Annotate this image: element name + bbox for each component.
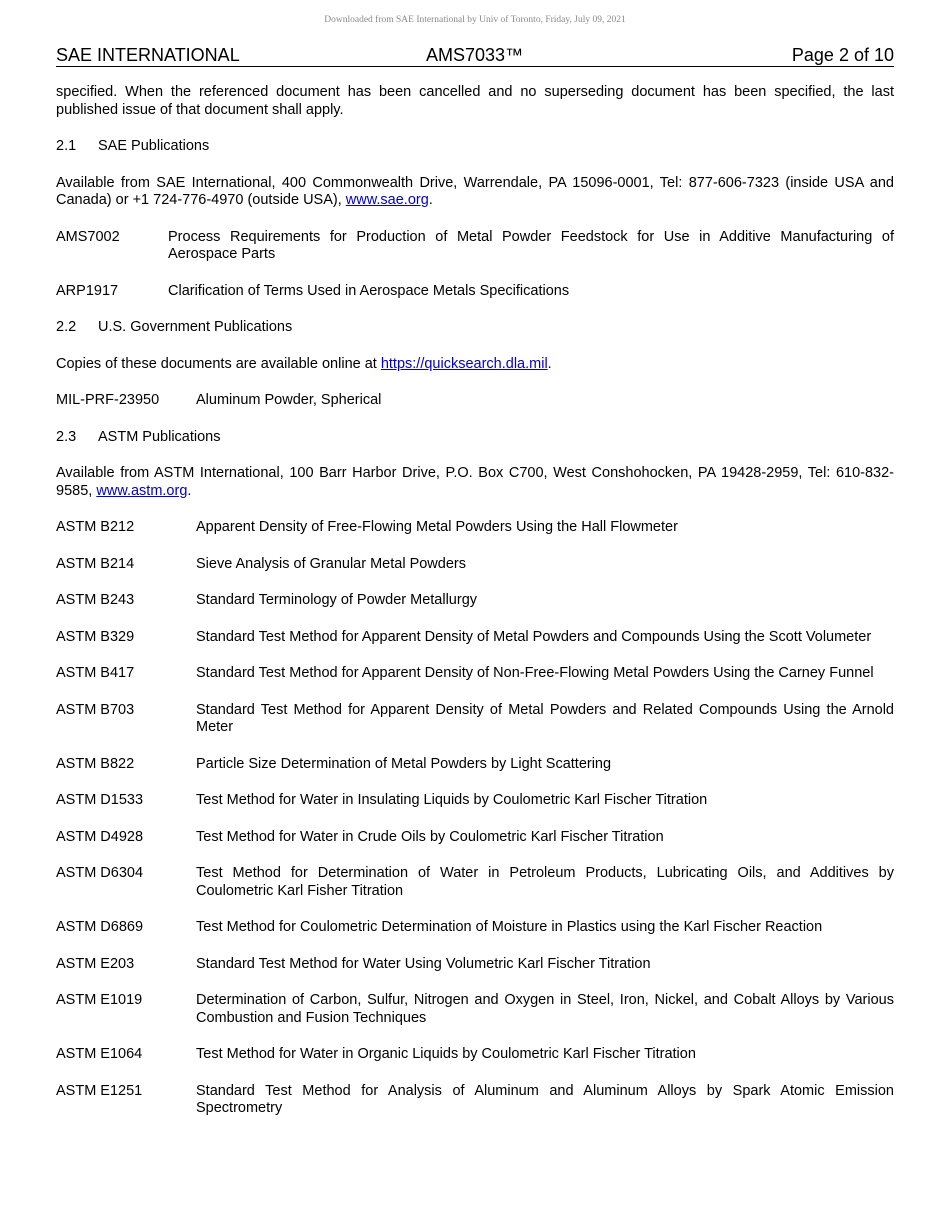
gov-availability bbox=[56, 356, 894, 374]
reference-title: Standard Test Method for Apparent Density of Metal Powders and Related Compounds Using the Arnold Meter bbox=[196, 701, 894, 735]
reference-title: Test Method for Water in Crude Oils by Coulometric Karl Fischer Titration bbox=[196, 828, 664, 845]
quicksearch-link[interactable]: https://quicksearch.dla.mil bbox=[380, 355, 548, 372]
reference-code: ASTM D6869 bbox=[56, 919, 144, 935]
reference-code: ASTM E1064 bbox=[56, 1046, 143, 1062]
section-heading-gov bbox=[56, 319, 894, 337]
availability-text: Available from ASTM International, 100 Barr Harbor Drive, P.O. Box C700, West Conshohocken, PA 19428-2959, Tel: 610-832-9585, bbox=[56, 465, 894, 499]
reference-code: ASTM E1251 bbox=[56, 1082, 143, 1099]
section-number: 2.2 bbox=[56, 319, 77, 335]
reference-code: ASTM B243 bbox=[56, 592, 135, 608]
reference-item bbox=[56, 556, 894, 574]
reference-item bbox=[56, 283, 894, 301]
reference-title: Test Method for Determination of Water in Petroleum Products, Lubricating Oils, and Additives by Coulometric Karl Fisher Titration bbox=[196, 865, 894, 899]
reference-title: Process Requirements for Production of Metal Powder Feedstock for Use in Additive Manufacturing of Aerospace Parts bbox=[168, 228, 894, 262]
reference-item bbox=[56, 919, 894, 937]
section-number: 2.1 bbox=[56, 138, 77, 154]
period: . bbox=[428, 192, 433, 208]
reference-code: AMS7002 bbox=[56, 228, 120, 245]
sae-availability bbox=[56, 175, 894, 210]
reference-item bbox=[56, 865, 894, 900]
document-body bbox=[56, 84, 894, 1137]
reference-code: ASTM E1019 bbox=[56, 992, 143, 1008]
reference-item bbox=[56, 756, 894, 774]
section-number: 2.3 bbox=[56, 428, 77, 445]
header-doc-number: AMS7033™ bbox=[426, 45, 524, 65]
reference-title: Particle Size Determination of Metal Powders by Light Scattering bbox=[196, 755, 612, 772]
reference-title: Standard Test Method for Apparent Density of Metal Powders and Compounds Using the Scott Volumeter bbox=[196, 628, 872, 645]
reference-code: ASTM B703 bbox=[56, 701, 135, 718]
reference-code: ASTM D4928 bbox=[56, 828, 144, 845]
availability-text: Available from SAE International, 400 Commonwealth Drive, Warrendale, PA 15096-0001, Tel: 877-606-7323 (inside USA and Canada) or +1 724-776-4970 (outside USA), bbox=[56, 174, 894, 208]
reference-item bbox=[56, 829, 894, 847]
reference-item bbox=[56, 702, 894, 737]
astm-availability bbox=[56, 465, 894, 500]
reference-code: ARP1917 bbox=[56, 282, 119, 299]
intro-paragraph: specified. When the referenced document has been cancelled and no superseding document has been specified, the last published issue of that document shall apply. bbox=[56, 84, 894, 118]
reference-item bbox=[56, 665, 894, 683]
reference-code: MIL-PRF-23950 bbox=[56, 392, 160, 408]
section-title: U.S. Government Publications bbox=[98, 319, 293, 335]
reference-title: Test Method for Coulometric Determination of Moisture in Plastics using the Karl Fischer Reaction bbox=[196, 919, 823, 935]
period: . bbox=[187, 482, 192, 499]
section-heading-sae bbox=[56, 138, 894, 156]
reference-title: Standard Test Method for Analysis of Aluminum and Aluminum Alloys by Spark Atomic Emission Spectrometry bbox=[196, 1082, 894, 1116]
reference-title: Sieve Analysis of Granular Metal Powders bbox=[196, 555, 466, 572]
reference-code: ASTM B417 bbox=[56, 665, 135, 681]
reference-item bbox=[56, 792, 894, 810]
reference-code: ASTM B212 bbox=[56, 519, 135, 535]
reference-code: ASTM B329 bbox=[56, 628, 135, 645]
reference-item bbox=[56, 956, 894, 974]
reference-code: ASTM B214 bbox=[56, 555, 135, 572]
reference-item bbox=[56, 592, 894, 610]
section-title: SAE Publications bbox=[98, 138, 210, 154]
reference-title: Test Method for Water in Organic Liquids by Coulometric Karl Fischer Titration bbox=[196, 1046, 696, 1062]
reference-title: Standard Test Method for Water Using Volumetric Karl Fischer Titration bbox=[196, 955, 651, 972]
header-org: SAE INTERNATIONAL bbox=[56, 45, 240, 65]
download-watermark: Downloaded from SAE International by Univ of Toronto, Friday, July 09, 2021 bbox=[324, 15, 626, 25]
reference-item bbox=[56, 1083, 894, 1118]
reference-code: ASTM D1533 bbox=[56, 792, 144, 808]
reference-code: ASTM B822 bbox=[56, 755, 135, 772]
reference-item bbox=[56, 992, 894, 1027]
astm-link[interactable]: www.astm.org bbox=[96, 482, 188, 499]
header-page-number: Page 2 of 10 bbox=[791, 45, 894, 65]
reference-code: ASTM D6304 bbox=[56, 865, 144, 881]
reference-item bbox=[56, 1046, 894, 1064]
reference-code: ASTM E203 bbox=[56, 955, 135, 972]
reference-title: Determination of Carbon, Sulfur, Nitrogen and Oxygen in Steel, Iron, Nickel, and Cobalt Alloys by Various Combustion and Fusion Techniques bbox=[196, 992, 894, 1026]
page-header bbox=[56, 44, 894, 67]
reference-title: Clarification of Terms Used in Aerospace Metals Specifications bbox=[168, 282, 570, 299]
reference-title: Aluminum Powder, Spherical bbox=[196, 392, 382, 408]
reference-item bbox=[56, 629, 894, 647]
sae-link[interactable]: www.sae.org bbox=[345, 192, 429, 208]
reference-item bbox=[56, 392, 894, 410]
reference-title: Test Method for Water in Insulating Liquids by Coulometric Karl Fischer Titration bbox=[196, 792, 708, 808]
period: . bbox=[547, 355, 552, 372]
section-heading-astm bbox=[56, 429, 894, 447]
reference-title: Standard Terminology of Powder Metallurgy bbox=[196, 592, 478, 608]
reference-item bbox=[56, 519, 894, 537]
section-title: ASTM Publications bbox=[98, 428, 221, 445]
availability-text: Copies of these documents are available online at bbox=[56, 355, 381, 372]
reference-title: Standard Test Method for Apparent Density of Non-Free-Flowing Metal Powders Using the Carney Funnel bbox=[196, 665, 874, 681]
reference-title: Apparent Density of Free-Flowing Metal Powders Using the Hall Flowmeter bbox=[196, 519, 678, 535]
reference-item bbox=[56, 229, 894, 264]
